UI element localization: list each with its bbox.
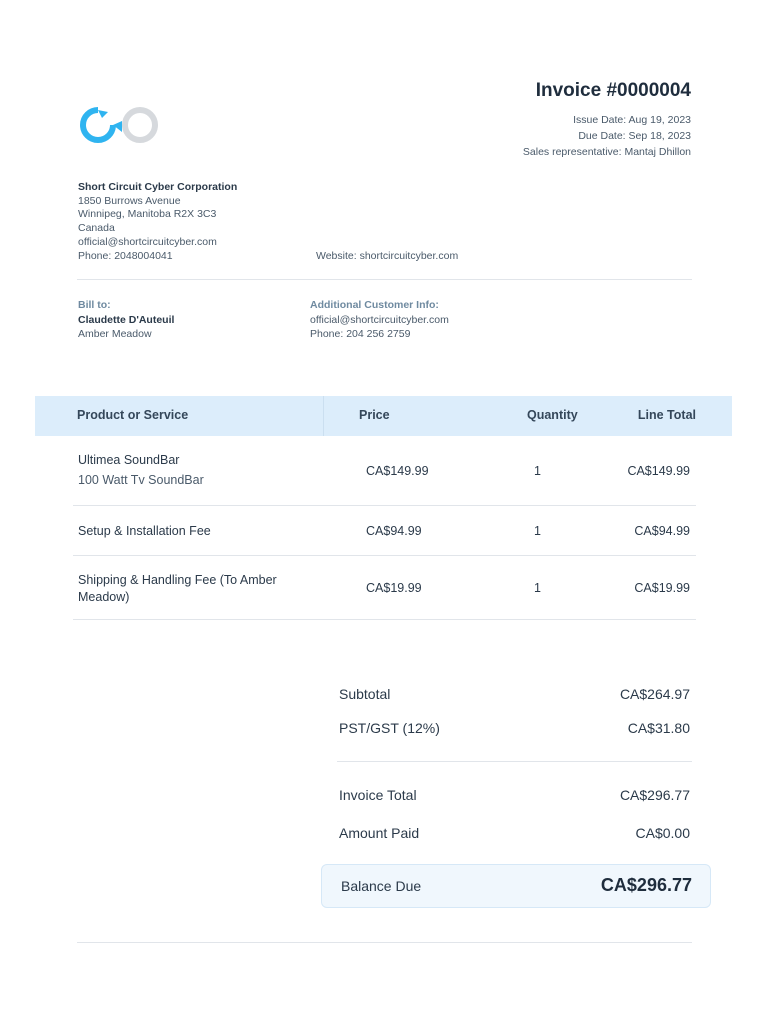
row-divider — [73, 619, 696, 620]
tax-value: CA$31.80 — [627, 720, 690, 736]
balance-due-value: CA$296.77 — [600, 875, 692, 895]
item-price: CA$19.99 — [366, 581, 422, 595]
bill-to-line2: Amber Meadow — [78, 328, 152, 341]
company-website: Website: shortcircuitcyber.com — [316, 250, 459, 262]
company-name: Short Circuit Cyber Corporation — [78, 181, 238, 193]
header-price: Price — [359, 408, 390, 422]
item-line-total: CA$94.99 — [634, 524, 690, 538]
invoice-total-label: Invoice Total — [339, 787, 417, 803]
company-address-line1: 1850 Burrows Avenue — [78, 194, 181, 207]
company-email: official@shortcircuitcyber.com — [78, 235, 217, 248]
additional-info-label: Additional Customer Info: — [310, 299, 439, 311]
item-quantity: 1 — [534, 581, 541, 595]
bill-to-section — [78, 298, 174, 342]
item-name: Setup & Installation Fee — [78, 524, 211, 538]
amount-paid-value: CA$0.00 — [635, 825, 690, 841]
issue-date: Issue Date: Aug 19, 2023 — [573, 114, 691, 126]
additional-phone: Phone: 204 256 2759 — [310, 328, 411, 341]
bill-to-label: Bill to: — [78, 299, 111, 311]
balance-due-box — [321, 864, 711, 908]
due-date: Due Date: Sep 18, 2023 — [578, 130, 691, 142]
subtotal-value: CA$264.97 — [619, 686, 690, 702]
bill-to-name: Claudette D'Auteuil — [78, 313, 175, 326]
header-product: Product or Service — [77, 408, 189, 422]
item-name: Ultimea SoundBar — [78, 453, 180, 467]
item-name-line2: Meadow) — [78, 590, 130, 604]
additional-email: official@shortcircuitcyber.com — [310, 313, 449, 326]
header-quantity: Quantity — [527, 408, 578, 422]
items-table-header — [35, 396, 732, 436]
company-address-line2: Winnipeg, Manitoba R2X 3C3 — [78, 208, 217, 221]
sales-representative: Sales representative: Mantaj Dhillon — [522, 146, 691, 158]
invoice-total-value: CA$296.77 — [619, 787, 690, 803]
item-line-total: CA$149.99 — [627, 464, 690, 478]
footer-divider — [77, 942, 692, 943]
subtotal-label: Subtotal — [339, 686, 391, 702]
header-line-total: Line Total — [637, 408, 696, 422]
tax-label: PST/GST (12%) — [339, 720, 440, 736]
item-description: 100 Watt Tv SoundBar — [78, 473, 204, 487]
additional-info-section — [310, 298, 449, 342]
linked-circles-logo-icon — [80, 104, 164, 148]
company-country: Canada — [78, 222, 115, 235]
invoice-title: Invoice #0000004 — [535, 80, 691, 101]
item-quantity: 1 — [534, 464, 541, 478]
item-quantity: 1 — [534, 524, 541, 538]
item-line-total: CA$19.99 — [634, 581, 690, 595]
amount-paid-label: Amount Paid — [339, 825, 420, 841]
balance-due-label: Balance Due — [341, 878, 422, 894]
column-separator — [323, 396, 324, 436]
item-price: CA$149.99 — [366, 464, 429, 478]
item-price: CA$94.99 — [366, 524, 422, 538]
totals-divider — [337, 761, 692, 762]
row-divider — [73, 555, 696, 556]
row-divider — [73, 505, 696, 506]
item-name-line1: Shipping & Handling Fee (To Amber — [78, 573, 277, 587]
divider — [77, 279, 692, 280]
company-phone: Phone: 2048004041 — [78, 249, 173, 262]
company-info — [78, 181, 237, 263]
